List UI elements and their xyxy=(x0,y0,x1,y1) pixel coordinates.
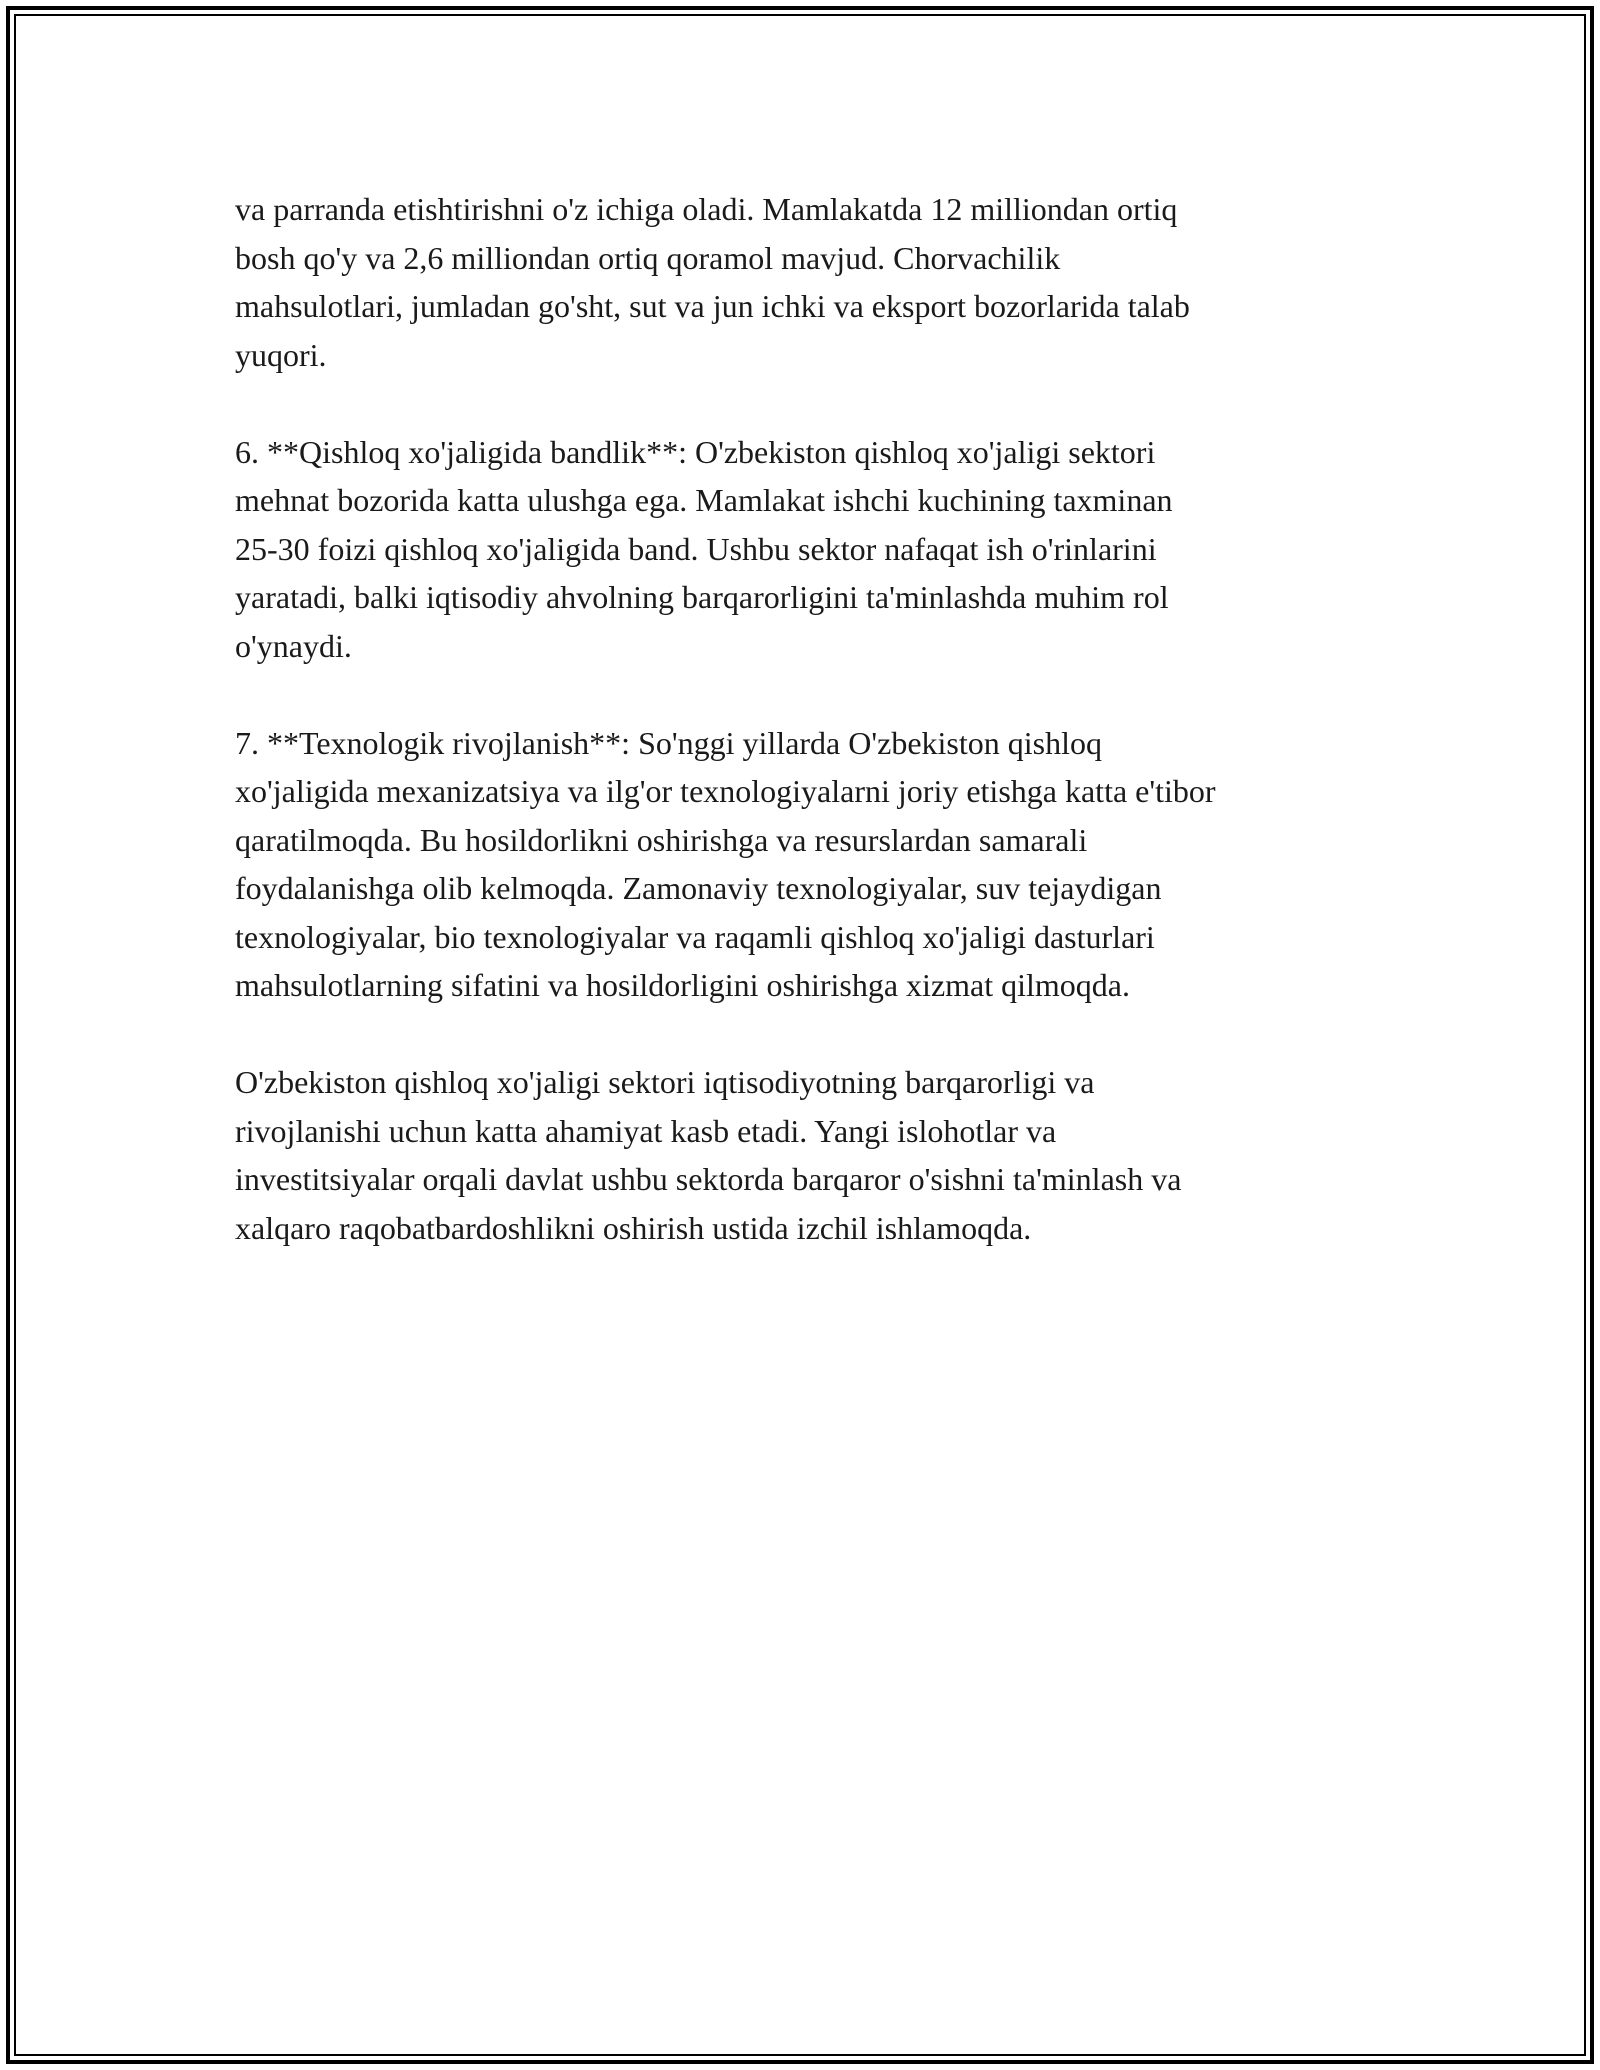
document-body xyxy=(235,185,1375,1301)
paragraph-livestock: va parranda etishtirishni o'z ichiga oladi. Mamlakatda 12 milliondan ortiq bosh qo'y va 2,6 milliondan ortiq qoramol mavjud. Chorvachilik mahsulotlari, jumladan go'sht, sut va jun ichki va eksport bozorlarida talab yuqori. xyxy=(235,191,1190,373)
paragraph-employment: 6. **Qishloq xo'jaligida bandlik**: O'zbekiston qishloq xo'jaligi sektori mehnat bozorida katta ulushga ega. Mamlakat ishchi kuchining taxminan 25-30 foizi qishloq xo'jaligida band. Ushbu sektor nafaqat ish o'rinlarini yaratadi, balki iqtisodiy ahvolning barqarorligini ta'minlashda muhim rol o'ynaydi. xyxy=(235,433,1173,664)
paragraph-technology: 7. **Texnologik rivojlanish**: So'nggi yillarda O'zbekiston qishloq xo'jaligida mexanizatsiya va ilg'or texnologiyalarni joriy etishga katta e'tibor qaratilmoqda. Bu hosildorlikni oshirishga va resurslardan samarali foydalanishga olib kelmoqda. Zamonaviy texnologiyalar, suv tejaydigan texnologiyalar, bio texnologiyalar va raqamli qishloq xo'jaligi dasturlari mahsulotlarning sifatini va hosildorligini oshirishga xizmat qilmoqda. xyxy=(235,724,1216,1003)
paragraph-conclusion: O'zbekiston qishloq xo'jaligi sektori iqtisodiyotning barqarorligi va rivojlanishi uchun katta ahamiyat kasb etadi. Yangi islohotlar va investitsiyalar orqali davlat ushbu sektorda barqaror o'sishni ta'minlash va xalqaro raqobatbardoshlikni oshirish ustida izchil ishlamoqda. xyxy=(235,1064,1182,1246)
